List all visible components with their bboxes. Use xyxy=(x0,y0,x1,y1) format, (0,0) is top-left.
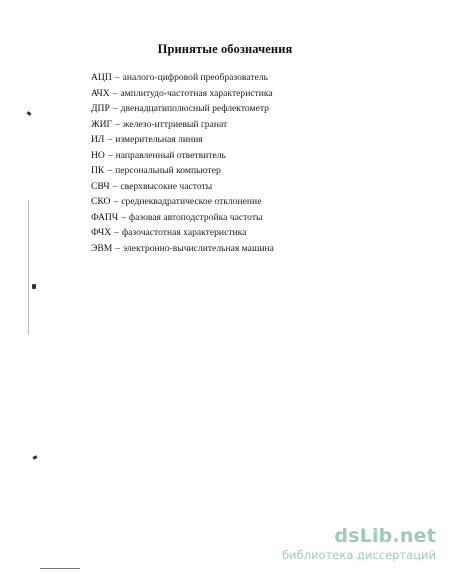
abbr-definition: железо-иттриевый гранат xyxy=(122,118,228,130)
scan-speck xyxy=(40,568,80,569)
abbr-definition: двенадцатиполюсный рефлектометр xyxy=(120,103,269,114)
abbr-term: НО xyxy=(91,149,105,161)
watermark xyxy=(282,526,436,562)
abbr-definition: фазочастотная характеристика xyxy=(121,227,247,238)
abbr-term: ЭВМ xyxy=(91,242,113,254)
watermark-logo: dsLib.net xyxy=(334,525,436,547)
abbr-definition: амплитудо-частотная характеристика xyxy=(120,87,273,99)
abbr-separator: – xyxy=(121,211,126,223)
abbr-separator: – xyxy=(107,134,113,145)
list-item xyxy=(91,117,274,133)
abbr-term: ИЛ xyxy=(91,134,105,145)
abbr-term: СВЧ xyxy=(91,180,110,192)
abbr-definition: фазовая автоподстройка частоты xyxy=(128,211,263,223)
abbr-separator: – xyxy=(112,87,118,99)
abbr-separator: – xyxy=(112,103,118,114)
abbr-separator: – xyxy=(115,242,121,254)
abbr-term: СКО xyxy=(91,196,111,207)
abbr-separator: – xyxy=(114,227,119,238)
list-item xyxy=(91,86,274,102)
abbr-term: ФЧХ xyxy=(91,227,112,238)
scan-margin-line xyxy=(28,200,29,335)
list-item xyxy=(91,163,274,179)
abbr-term: ЖИГ xyxy=(91,118,113,130)
abbr-definition: среднеквадратическое отклонение xyxy=(121,196,262,207)
abbr-term: ПК xyxy=(91,165,105,176)
abbr-separator: – xyxy=(107,149,113,161)
page-title: Принятые обозначения xyxy=(157,42,293,56)
abbr-definition: измерительная линия xyxy=(115,134,203,145)
abbr-term: АЦП xyxy=(91,72,112,83)
abbr-separator: – xyxy=(107,165,113,176)
list-item xyxy=(91,101,274,117)
scan-speck xyxy=(32,284,36,289)
abbr-definition: направленный ответвитель xyxy=(115,149,226,161)
list-item xyxy=(91,241,274,257)
list-item xyxy=(91,194,274,210)
abbr-separator: – xyxy=(114,72,120,83)
list-item xyxy=(91,132,274,148)
abbr-separator: – xyxy=(115,118,120,130)
scan-speck xyxy=(33,455,38,459)
abbr-term: ДПР xyxy=(91,103,110,114)
abbr-separator: – xyxy=(113,196,119,207)
list-item xyxy=(91,148,274,164)
abbr-definition: электронно-вычислительная машина xyxy=(123,242,274,254)
watermark-subtitle: библиотека диссертаций xyxy=(282,548,436,562)
abbr-term: АЧХ xyxy=(91,87,110,99)
list-item xyxy=(91,210,274,226)
abbr-separator: – xyxy=(112,180,118,192)
list-item xyxy=(91,225,274,241)
abbr-term: ФАПЧ xyxy=(91,211,119,223)
abbr-definition: сверхвысокие частоты xyxy=(120,180,213,192)
list-item xyxy=(91,70,274,86)
abbr-definition: персональный компьютер xyxy=(115,165,221,176)
scan-speck xyxy=(27,111,32,116)
abbreviation-list xyxy=(91,70,274,256)
abbr-definition: аналого-цифровой преобразователь xyxy=(122,72,268,83)
list-item xyxy=(91,179,274,195)
